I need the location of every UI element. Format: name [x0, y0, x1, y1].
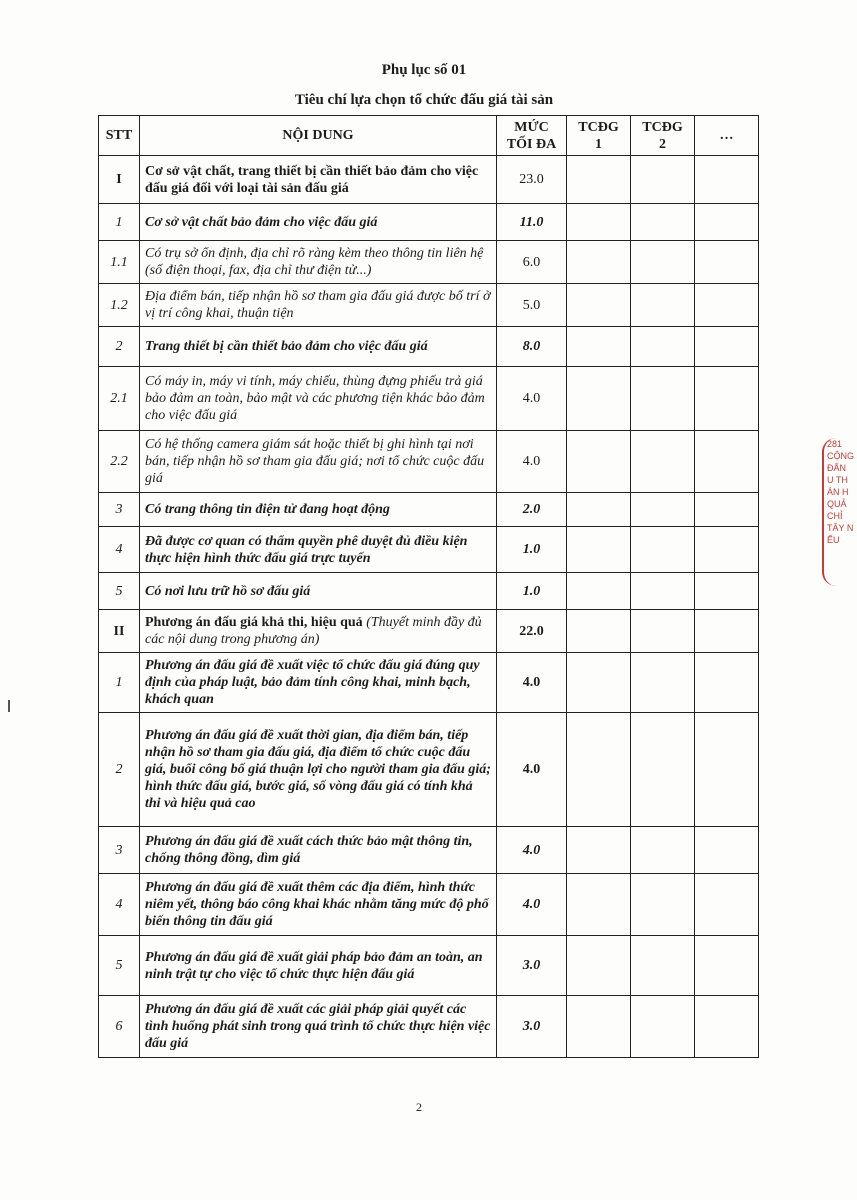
score-cell-org2[interactable]: [631, 827, 695, 874]
score-cell-more[interactable]: [695, 493, 759, 527]
stamp-line: ẾU: [827, 535, 840, 545]
stamp-line: CỘNG: [827, 451, 854, 461]
row-stt: 6: [99, 996, 140, 1058]
row-max: 1.0: [497, 527, 567, 573]
table-row: [99, 204, 759, 241]
row-content: Có nơi lưu trữ hồ sơ đấu giá: [140, 573, 497, 610]
row-content: Địa điểm bán, tiếp nhận hồ sơ tham gia đấu giá được bố trí ở vị trí công khai, thuận tiện: [140, 284, 497, 327]
table-row: [99, 573, 759, 610]
row-content: Có hệ thống camera giám sát hoặc thiết bị ghi hình tại nơi bán, tiếp nhận hồ sơ tham gia đấu giá; nơi tổ chức cuộc đấu giá: [140, 431, 497, 493]
score-cell-org2[interactable]: [631, 284, 695, 327]
score-cell-org2[interactable]: [631, 713, 695, 827]
row-content: Phương án đấu giá đề xuất các giải pháp giải quyết các tình huống phát sinh trong quá trình tổ chức thực hiện việc đấu giá: [140, 996, 497, 1058]
table-row: [99, 653, 759, 713]
score-cell-org1[interactable]: [567, 367, 631, 431]
row-max: 1.0: [497, 573, 567, 610]
row-max: 5.0: [497, 284, 567, 327]
score-cell-org2[interactable]: [631, 573, 695, 610]
row-max: 8.0: [497, 327, 567, 367]
header-max-line1: MỨC: [514, 119, 549, 135]
row-max: 4.0: [497, 713, 567, 827]
score-cell-org2[interactable]: [631, 493, 695, 527]
table-row: [99, 610, 759, 653]
score-cell-more[interactable]: [695, 204, 759, 241]
score-cell-org2[interactable]: [631, 327, 695, 367]
score-cell-org2[interactable]: [631, 653, 695, 713]
score-cell-more[interactable]: [695, 367, 759, 431]
score-cell-org2[interactable]: [631, 610, 695, 653]
header-more: …: [695, 116, 759, 156]
row-max: 6.0: [497, 241, 567, 284]
row-content: Có trụ sở ổn định, địa chỉ rõ ràng kèm theo thông tin liên hệ (số điện thoại, fax, địa chỉ thư điện tử...): [140, 241, 497, 284]
stamp-line: ÁN H: [827, 487, 849, 497]
score-cell-org1[interactable]: [567, 936, 631, 996]
header-org1-line1: TCĐG: [578, 119, 619, 135]
score-cell-more[interactable]: [695, 241, 759, 284]
score-cell-org1[interactable]: [567, 493, 631, 527]
score-cell-org1[interactable]: [567, 827, 631, 874]
row-stt: 1.1: [99, 241, 140, 284]
stamp-line: TÂY N: [827, 523, 854, 533]
row-max: 4.0: [497, 653, 567, 713]
header-org2-line1: TCĐG: [642, 119, 683, 135]
score-cell-more[interactable]: [695, 713, 759, 827]
row-content-italic: (Thuyết minh đầy đủ các nội dung trong phương án): [145, 615, 482, 647]
score-cell-org1[interactable]: [567, 284, 631, 327]
score-cell-org1[interactable]: [567, 874, 631, 936]
header-stt: STT: [99, 116, 140, 156]
row-stt: 3: [99, 493, 140, 527]
header-max: [497, 116, 567, 156]
header-max-line2: TỐI ĐA: [506, 136, 557, 152]
row-content: Phương án đấu giá đề xuất thêm các địa điểm, hình thức niêm yết, thông báo công khai khác nhằm tăng mức độ phổ biến thông tin đấu giá: [140, 874, 497, 936]
header-org2: [631, 116, 695, 156]
row-content: Phương án đấu giá đề xuất thời gian, địa điểm bán, tiếp nhận hồ sơ tham gia đấu giá, địa điểm tổ chức cuộc đấu giá, buổi công bố giá thuận lợi cho người tham gia đấu giá; hình thức đấu giá, bước giá, số vòng đấu giá có tính khả thi và hiệu quả cao: [140, 713, 497, 827]
row-content: Phương án đấu giá đề xuất cách thức bảo mật thông tin, chống thông đồng, dìm giá: [140, 827, 497, 874]
header-org1-line2: 1: [595, 136, 602, 152]
score-cell-org1[interactable]: [567, 431, 631, 493]
table-row: [99, 713, 759, 827]
stamp-line: ĐẤN: [827, 463, 847, 473]
row-stt: 4: [99, 527, 140, 573]
stamp-line: 281: [827, 439, 843, 449]
scan-margin-mark: [8, 700, 10, 712]
criteria-table: [98, 115, 759, 1058]
score-cell-org1[interactable]: [567, 204, 631, 241]
score-cell-org2[interactable]: [631, 241, 695, 284]
row-content: Cơ sở vật chất, trang thiết bị cần thiết bảo đảm cho việc đấu giá đối với loại tài sản đấu giá: [140, 156, 497, 204]
stamp-line: QUẢ: [827, 499, 847, 509]
row-stt: I: [99, 156, 140, 204]
header-org2-line2: 2: [659, 136, 666, 152]
row-max: 3.0: [497, 996, 567, 1058]
row-content: Có máy in, máy vi tính, máy chiếu, thùng đựng phiếu trả giá bảo đảm an toàn, bảo mật và các phương tiện khác bảo đảm cho việc đấu giá: [140, 367, 497, 431]
row-max: 2.0: [497, 493, 567, 527]
score-cell-org1[interactable]: [567, 610, 631, 653]
score-cell-more[interactable]: [695, 874, 759, 936]
table-row: [99, 367, 759, 431]
table-row: [99, 431, 759, 493]
row-stt: 5: [99, 573, 140, 610]
row-stt: 1: [99, 204, 140, 241]
score-cell-more[interactable]: [695, 284, 759, 327]
score-cell-org1[interactable]: [567, 527, 631, 573]
table-row: [99, 493, 759, 527]
table-row: [99, 996, 759, 1058]
score-cell-more[interactable]: [695, 936, 759, 996]
row-content: [140, 610, 497, 653]
red-stamp-seal: [822, 438, 857, 586]
row-max: 3.0: [497, 936, 567, 996]
score-cell-org1[interactable]: [567, 241, 631, 284]
row-max: 23.0: [497, 156, 567, 204]
score-cell-org2[interactable]: [631, 431, 695, 493]
page-number: 2: [416, 1100, 422, 1114]
score-cell-more[interactable]: [695, 827, 759, 874]
score-cell-more[interactable]: [695, 527, 759, 573]
row-max: 22.0: [497, 610, 567, 653]
score-cell-more[interactable]: [695, 327, 759, 367]
row-content: Có trang thông tin điện tử đang hoạt động: [140, 493, 497, 527]
score-cell-org1[interactable]: [567, 996, 631, 1058]
row-content: Phương án đấu giá đề xuất giải pháp bảo đảm an toàn, an ninh trật tự cho việc tổ chức thực hiện đấu giá: [140, 936, 497, 996]
row-stt: 2: [99, 713, 140, 827]
score-cell-org2[interactable]: [631, 156, 695, 204]
table-row: [99, 527, 759, 573]
row-stt: 2.1: [99, 367, 140, 431]
score-cell-org2[interactable]: [631, 527, 695, 573]
row-max: 4.0: [497, 367, 567, 431]
score-cell-org2[interactable]: [631, 874, 695, 936]
table-row: [99, 874, 759, 936]
row-max: 11.0: [497, 204, 567, 241]
table-row: [99, 284, 759, 327]
row-stt: 5: [99, 936, 140, 996]
row-content: Cơ sở vật chất bảo đảm cho việc đấu giá: [140, 204, 497, 241]
annex-title: Phụ lục số 01: [381, 62, 467, 78]
score-cell-more[interactable]: [695, 156, 759, 204]
document-title: Tiêu chí lựa chọn tổ chức đấu giá tài sản: [294, 92, 554, 108]
row-stt: 1: [99, 653, 140, 713]
stamp-line: U TH: [827, 475, 848, 485]
row-content-bold: Phương án đấu giá khả thi, hiệu quả: [145, 615, 363, 630]
score-cell-org2[interactable]: [631, 996, 695, 1058]
score-cell-org1[interactable]: [567, 327, 631, 367]
score-cell-org1[interactable]: [567, 713, 631, 827]
row-max: 4.0: [497, 431, 567, 493]
score-cell-org1[interactable]: [567, 156, 631, 204]
header-content: NỘI DUNG: [140, 116, 497, 156]
table-header-row: [99, 116, 759, 156]
score-cell-org2[interactable]: [631, 204, 695, 241]
row-stt: 2.2: [99, 431, 140, 493]
row-content: Trang thiết bị cần thiết bảo đảm cho việc đấu giá: [140, 327, 497, 367]
score-cell-org1[interactable]: [567, 653, 631, 713]
row-content: Đã được cơ quan có thẩm quyền phê duyệt đủ điều kiện thực hiện hình thức đấu giá trực tuyến: [140, 527, 497, 573]
table-row: [99, 327, 759, 367]
score-cell-more[interactable]: [695, 653, 759, 713]
table-row: [99, 241, 759, 284]
row-content: Phương án đấu giá đề xuất việc tổ chức đấu giá đúng quy định của pháp luật, bảo đảm tính công khai, minh bạch, khách quan: [140, 653, 497, 713]
score-cell-more[interactable]: [695, 573, 759, 610]
row-max: 4.0: [497, 827, 567, 874]
table-row: [99, 827, 759, 874]
score-cell-more[interactable]: [695, 431, 759, 493]
row-stt: 4: [99, 874, 140, 936]
score-cell-org1[interactable]: [567, 573, 631, 610]
score-cell-more[interactable]: [695, 610, 759, 653]
table-row: [99, 936, 759, 996]
row-stt: 1.2: [99, 284, 140, 327]
score-cell-more[interactable]: [695, 996, 759, 1058]
row-max: 4.0: [497, 874, 567, 936]
row-stt: II: [99, 610, 140, 653]
header-org1: [567, 116, 631, 156]
table-row: [99, 156, 759, 204]
row-stt: 2: [99, 327, 140, 367]
score-cell-org2[interactable]: [631, 367, 695, 431]
stamp-line: CHỈ: [827, 511, 843, 521]
row-stt: 3: [99, 827, 140, 874]
score-cell-org2[interactable]: [631, 936, 695, 996]
